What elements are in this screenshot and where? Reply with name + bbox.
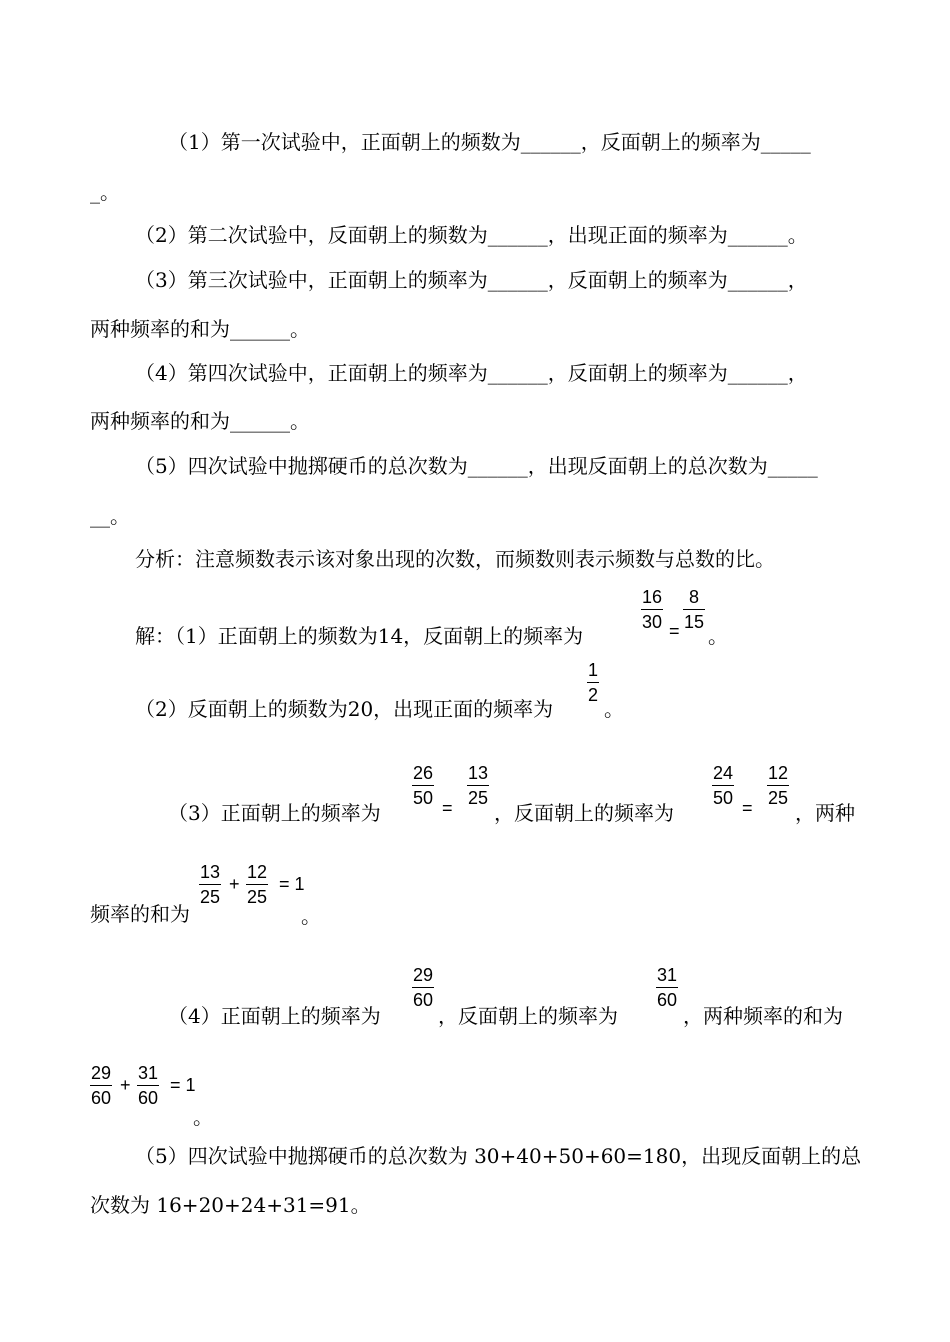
solution-5-line2: 次数为 16+20+24+31=91。 [90, 1193, 371, 1217]
q1-line1: （1）第一次试验中，正面朝上的频数为______，反面朝上的频率为_____ [168, 130, 811, 154]
solution-4-text-b: ，反面朝上的频率为 [438, 1004, 618, 1028]
equals-sign: = [442, 798, 453, 818]
q3-line2: 两种频率的和为______。 [90, 317, 310, 341]
q4-line1: （4）第四次试验中，正面朝上的频率为______，反面朝上的频率为______， [135, 361, 808, 385]
q1-line2: _。 [90, 180, 120, 204]
fraction-1-2: 1 2 [588, 660, 599, 705]
fraction-12-25: 12 25 [247, 862, 268, 907]
sum-result: = 1 [170, 1075, 196, 1095]
equals-sign: = [669, 621, 680, 641]
solution-1-text: 解：（1）正面朝上的频数为14，反面朝上的频率为 [135, 624, 584, 648]
solution-3-end: 。 [301, 904, 321, 928]
solution-4-text-c: ，两种频率的和为 [683, 1004, 843, 1028]
solution-2-end: 。 [604, 697, 624, 721]
fraction-31-60: 31 60 [138, 1063, 159, 1108]
solution-4-end: 。 [193, 1105, 213, 1129]
solution-5-line1: （5）四次试验中抛掷硬币的总次数为 30+40+50+60=180，出现反面朝上的总 [135, 1144, 862, 1168]
q3-line1: （3）第三次试验中，正面朝上的频率为______，反面朝上的频率为______， [135, 268, 808, 292]
q2-line: （2）第二次试验中，反面朝上的频数为______，出现正面的频率为______。 [135, 223, 808, 247]
fraction-13-25: 13 25 [468, 763, 489, 808]
solution-3-text-c: ，两种 [795, 801, 855, 825]
q5-line1: （5）四次试验中抛掷硬币的总次数为______，出现反面朝上的总次数为_____ [135, 454, 818, 478]
solution-3-text-a: （3）正面朝上的频率为 [168, 801, 381, 825]
solution-2-text: （2）反面朝上的频数为20，出现正面的频率为 [135, 697, 554, 721]
equals-sign: = [742, 798, 753, 818]
fraction-29-60: 29 60 [91, 1063, 112, 1108]
q5-line2: __。 [90, 504, 130, 528]
plus-sign: + [229, 874, 240, 894]
fraction-16-30: 16 30 [642, 587, 663, 632]
fraction-29-60: 29 60 [413, 965, 434, 1010]
analysis-text: 分析：注意频数表示该对象出现的次数，而频数则表示频数与总数的比。 [135, 547, 775, 571]
fraction-26-50: 26 50 [413, 763, 434, 808]
plus-sign: + [120, 1075, 131, 1095]
solution-1-end: 。 [708, 624, 728, 648]
fraction-24-50: 24 50 [713, 763, 734, 808]
fraction-8-15: 8 15 [684, 587, 705, 632]
sum-result: = 1 [279, 874, 305, 894]
solution-3-line2: 频率的和为 [90, 902, 190, 926]
fraction-12-25: 12 25 [768, 763, 789, 808]
solution-4-text-a: （4）正面朝上的频率为 [168, 1004, 381, 1028]
solution-3-text-b: ，反面朝上的频率为 [494, 801, 674, 825]
q4-line2: 两种频率的和为______。 [90, 409, 310, 433]
fraction-31-60: 31 60 [657, 965, 678, 1010]
fraction-13-25: 13 25 [200, 862, 221, 907]
